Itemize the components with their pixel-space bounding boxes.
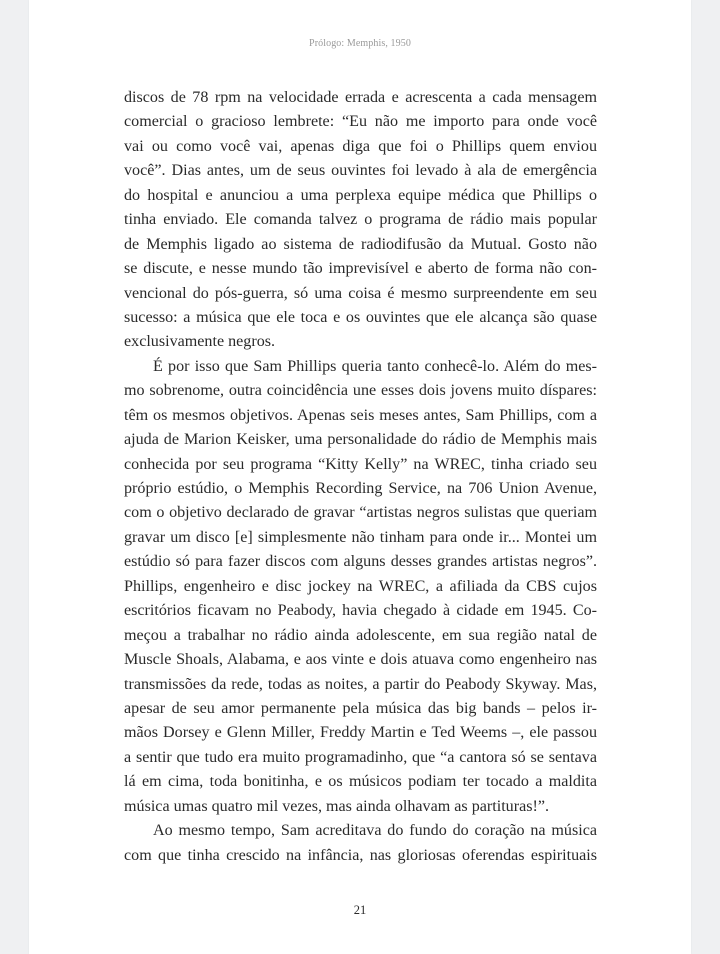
text-line: têm os mesmos objetivos. Apenas seis meses antes, Sam Phillips, com a xyxy=(124,406,597,424)
page-number: 21 xyxy=(353,903,367,917)
text-line: a sentir que tudo era muito programadinho, que “a cantora só se sentava xyxy=(124,748,597,766)
text-line: escritórios ficavam no Peabody, havia chegado à cidade em 1945. Co- xyxy=(124,602,597,620)
text-line: com o objetivo declarado de gravar “artistas negros sulistas que queriam xyxy=(124,504,597,522)
text-line: estúdio só para fazer discos com alguns desses grandes artistas negros”. xyxy=(124,553,597,571)
text-line: tinha enviado. Ele comanda talvez o programa de rádio mais popular xyxy=(124,211,597,229)
text-line: gravar um disco [e] simplesmente não tinham para onde ir... Montei um xyxy=(124,528,597,546)
text-line: lá em cima, toda bonitinha, e os músicos podiam ter tocado a maldita xyxy=(124,773,597,791)
paragraph-3 xyxy=(124,819,597,868)
text-line: É por isso que Sam Phillips queria tanto conhecê-lo. Além do mes- xyxy=(153,357,597,375)
text-line: discos de 78 rpm na velocidade errada e acrescenta a cada mensagem xyxy=(124,89,597,106)
text-line: meçou a trabalhar no rádio ainda adolescente, em sua região natal de xyxy=(124,626,597,644)
text-line: do hospital e anunciou a uma perplexa equipe médica que Phillips o xyxy=(124,186,597,204)
book-page xyxy=(29,0,691,954)
text-line: exclusivamente negros. xyxy=(124,333,276,351)
text-line: de Memphis ligado ao sistema de radiodifusão da Mutual. Gosto não xyxy=(124,235,597,253)
text-line: mãos Dorsey e Glenn Miller, Freddy Martin e Ted Weems –, ele passou xyxy=(124,724,597,742)
text-line: sucesso: a música que ele toca e os ouvintes que ele alcança são quase xyxy=(124,308,597,326)
text-line: Phillips, engenheiro e disc jockey na WREC, a afiliada da CBS cujos xyxy=(124,577,597,595)
text-line: se discute, e nesse mundo tão imprevisível e aberto de forma não con- xyxy=(124,260,597,278)
text-line: conhecida por seu programa “Kitty Kelly” na WREC, tinha criado seu xyxy=(124,455,597,473)
text-line: Muscle Shoals, Alabama, e aos vinte e dois atuava como engenheiro nas xyxy=(124,651,597,669)
running-head: Prólogo: Memphis, 1950 xyxy=(309,38,411,49)
text-line: vai ou como você vai, apenas diga que foi o Phillips quem enviou xyxy=(124,137,597,155)
text-line: transmissões da rede, todas as noites, a partir do Peabody Skyway. Mas, xyxy=(124,675,597,693)
paragraph-1 xyxy=(124,86,597,355)
text-line: ajuda de Marion Keisker, uma personalidade do rádio de Memphis mais xyxy=(124,431,597,449)
text-line: com que tinha crescido na infância, nas gloriosas oferendas espirituais xyxy=(124,846,597,864)
text-line: música umas quatro mil vezes, mas ainda olhavam as partituras!”. xyxy=(124,797,550,815)
paragraph-2 xyxy=(124,355,597,819)
body-text xyxy=(124,86,597,868)
text-line: próprio estúdio, o Memphis Recording Service, na 706 Union Avenue, xyxy=(124,480,597,497)
text-line: Ao mesmo tempo, Sam acreditava do fundo do coração na música xyxy=(153,822,597,840)
text-line: comercial o gracioso lembrete: “Eu não me importo para onde você xyxy=(124,113,597,131)
text-line: apesar de seu amor permanente pela música das big bands – pelos ir- xyxy=(124,699,597,717)
text-line: você”. Dias antes, um de seus ouvintes foi levado à ala de emergência xyxy=(124,162,597,180)
text-line: vencional do pós-guerra, só uma coisa é mesmo surpreendente em seu xyxy=(124,284,597,302)
text-line: mo sobrenome, outra coincidência une esses dois jovens muito díspares: xyxy=(124,382,597,400)
